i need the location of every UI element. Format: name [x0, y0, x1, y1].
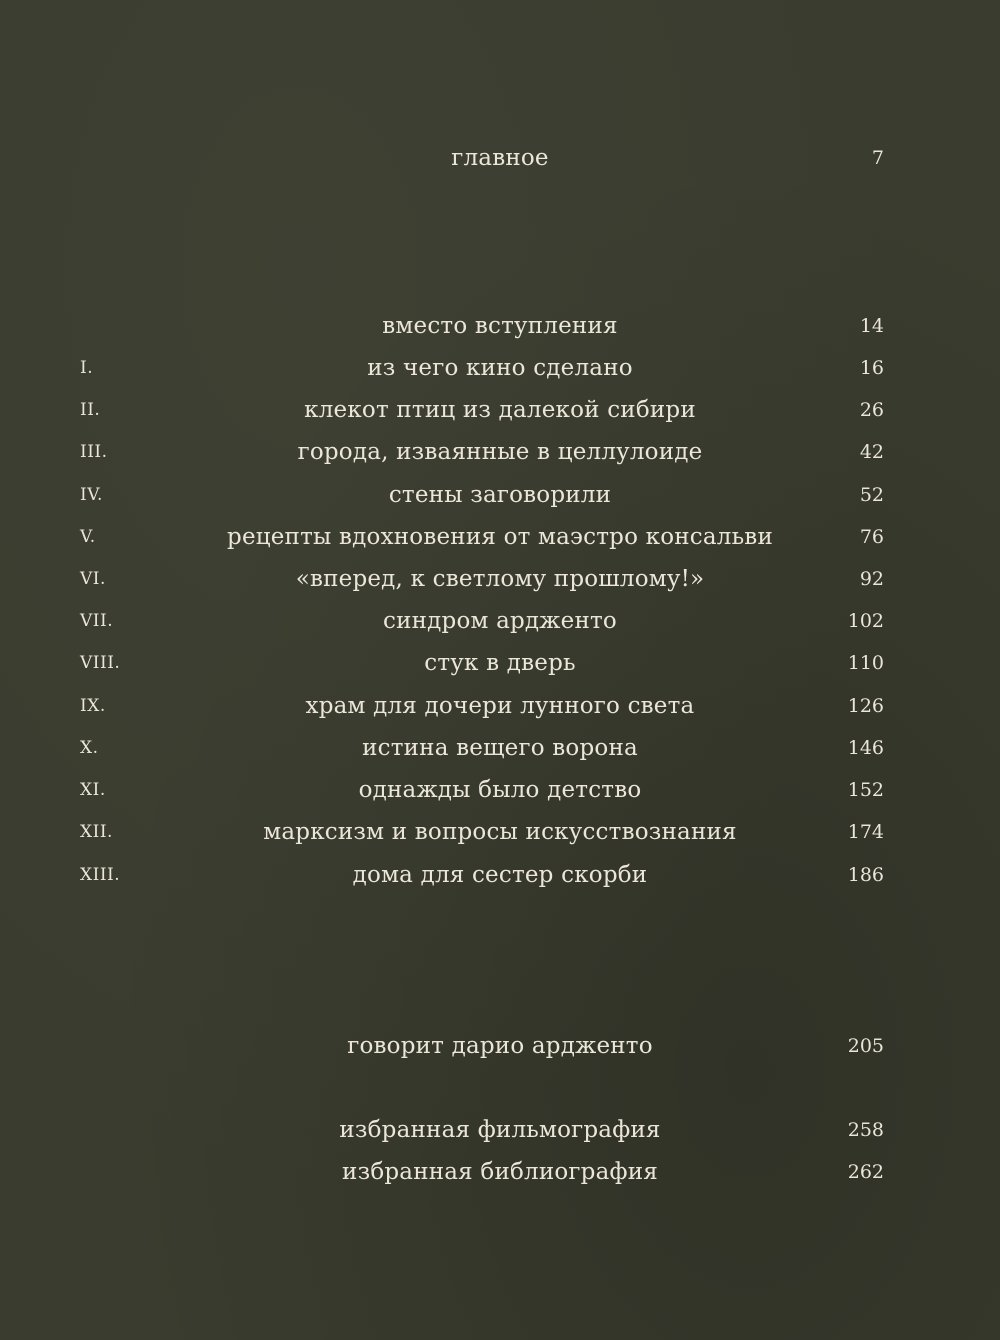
toc-entry-title: стук в дверь: [424, 650, 576, 676]
chapter-number: IV.: [80, 485, 103, 505]
toc-chapter-row: [0, 475, 1000, 515]
toc-entry-page-number: 52: [859, 484, 884, 506]
toc-entry-title: избранная библиография: [342, 1159, 658, 1185]
toc-entry-title: однажды было детство: [358, 777, 642, 803]
toc-entry-title: марксизм и вопросы искусствознания: [263, 819, 737, 845]
toc-header-page-number: 7: [871, 147, 884, 169]
toc-entry-title: из чего кино сделано: [367, 355, 633, 381]
toc-entry-page-number: 110: [847, 652, 884, 674]
toc-entry-page-number: 26: [859, 399, 884, 421]
toc-entry-page-number: 92: [859, 568, 884, 590]
toc-chapter-row: [0, 432, 1000, 472]
toc-entry-title: стены заговорили: [388, 482, 612, 508]
toc-entry-page-number: 16: [859, 357, 884, 379]
toc-entry-title: истина вещего ворона: [362, 735, 638, 761]
toc-entry-title: храм для дочери лунного света: [305, 693, 695, 719]
toc-entry-page-number: 42: [859, 441, 884, 463]
toc-entry-page-number: 205: [847, 1035, 884, 1057]
toc-chapter-row: [0, 601, 1000, 641]
toc-entry-page-number: 102: [847, 610, 884, 632]
toc-entry-title: синдром ардженто: [383, 608, 617, 634]
chapter-number: XII.: [80, 822, 113, 842]
toc-entry-page-number: 152: [847, 779, 884, 801]
chapter-number: II.: [80, 400, 101, 420]
toc-interview-row: [0, 1026, 1000, 1066]
toc-entry-title: клекот птиц из далекой сибири: [304, 397, 696, 423]
chapter-number: I.: [80, 358, 94, 378]
toc-entry-page-number: 186: [847, 864, 884, 886]
toc-appendix-row: [0, 1110, 1000, 1150]
chapter-number: VIII.: [80, 653, 121, 673]
toc-appendix-row: [0, 1152, 1000, 1192]
toc-chapter-row: [0, 348, 1000, 388]
chapter-number: V.: [80, 527, 96, 547]
toc-entry-title: «вперед, к светлому прошлому!»: [295, 566, 705, 592]
toc-entry-page-number: 258: [847, 1119, 884, 1141]
toc-chapter-row: [0, 855, 1000, 895]
toc-entry-title: дома для сестер скорби: [352, 862, 648, 888]
toc-header-title: главное: [451, 145, 549, 171]
toc-chapter-row: [0, 770, 1000, 810]
toc-entry-page-number: 262: [847, 1161, 884, 1183]
toc-entry-title: говорит дарио ардженто: [347, 1033, 653, 1059]
toc-entry-page-number: 76: [859, 526, 884, 548]
chapter-number: IX.: [80, 696, 106, 716]
chapter-number: XIII.: [80, 865, 121, 885]
toc-entry-title: избранная фильмография: [339, 1117, 661, 1143]
toc-entry-page-number: 126: [847, 695, 884, 717]
toc-chapter-row: [0, 517, 1000, 557]
toc-chapter-row: [0, 390, 1000, 430]
toc-header-row: [0, 138, 1000, 178]
toc-intro-row: [0, 306, 1000, 346]
toc-chapter-row: [0, 559, 1000, 599]
toc-entry-title: рецепты вдохновения от маэстро консальви: [227, 524, 773, 550]
toc-chapter-row: [0, 686, 1000, 726]
toc-chapter-row: [0, 643, 1000, 683]
chapter-number: X.: [80, 738, 99, 758]
toc-entry-page-number: 146: [847, 737, 884, 759]
chapter-number: III.: [80, 442, 108, 462]
toc-entry-title: города, изваянные в целлулоиде: [297, 439, 703, 465]
toc-chapter-row: [0, 728, 1000, 768]
toc-entry-title: вместо вступления: [382, 313, 618, 339]
toc-entry-page-number: 14: [859, 315, 884, 337]
chapter-number: XI.: [80, 780, 106, 800]
toc-entry-page-number: 174: [847, 821, 884, 843]
chapter-number: VII.: [80, 611, 114, 631]
toc-chapter-row: [0, 812, 1000, 852]
chapter-number: VI.: [80, 569, 106, 589]
